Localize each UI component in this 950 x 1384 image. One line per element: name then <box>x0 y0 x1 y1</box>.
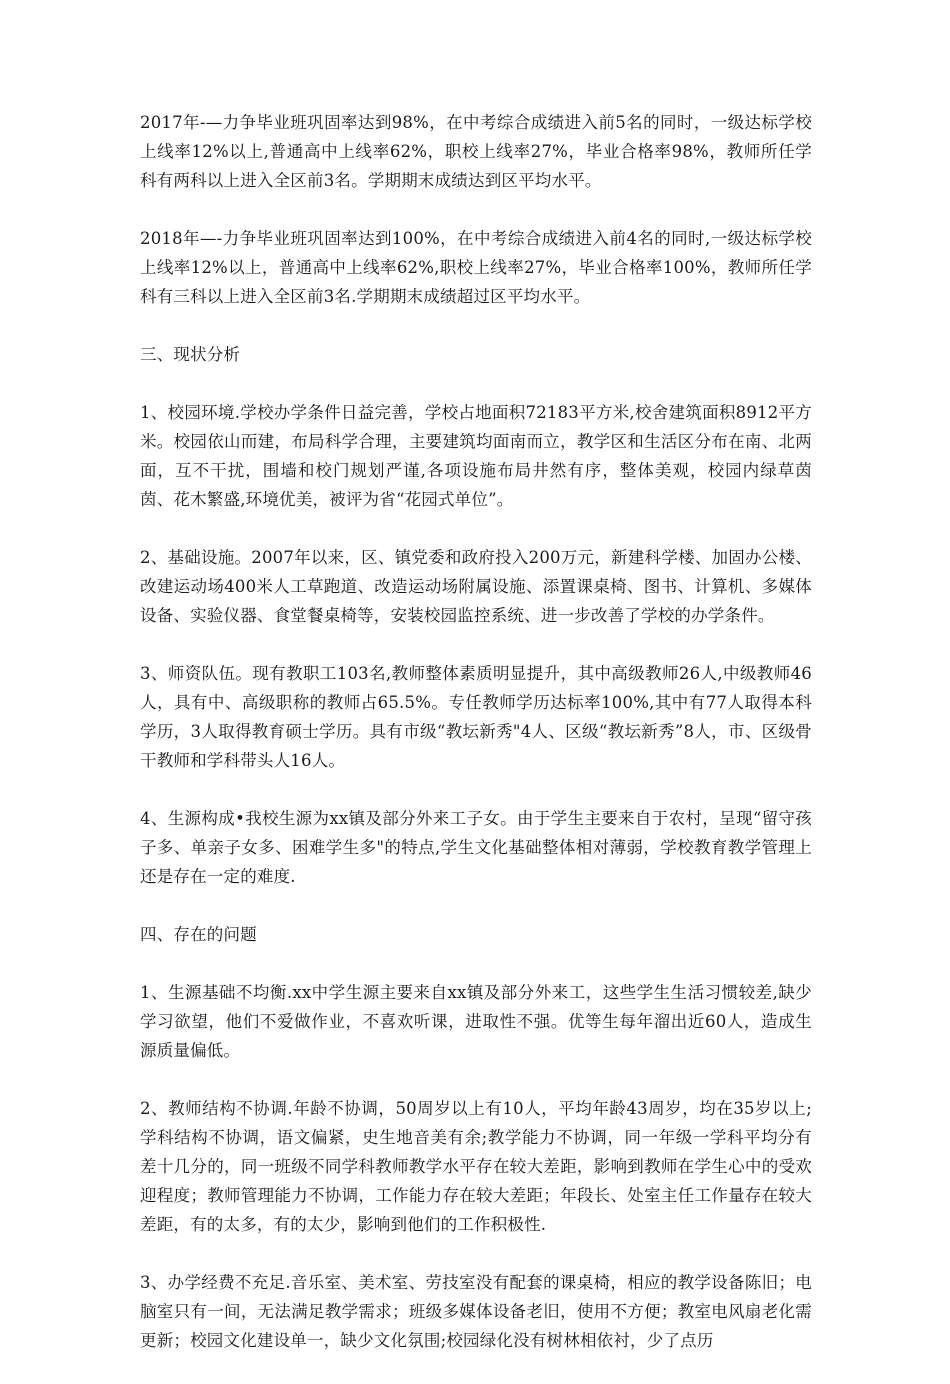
paragraph-problem-teacher-structure: 2、教师结构不协调.年龄不协调，50周岁以上有10人，平均年龄43周岁，均在35岁以上;学科结构不协调，语文偏紧，史生地音美有余;教学能力不协调，同一年级一学科平均分有差十几分的，同一班级不同学科教师教学水平存在较大差距，影响到教师在学生心中的受欢迎程度；教师管理能力不协调，工作能力存在较大差距；年段长、处室主任工作量存在较大差距，有的太多，有的太少，影响到他们的工作积极性. <box>140 1099 812 1234</box>
paragraph-2018-goals: 2018年—-力争毕业班巩固率达到100%，在中考综合成绩进入前4名的同时,一级达标学校上线率12%以上，普通高中上线率62%,职校上线率27%，毕业合格率100%，教师所任学科有三科以上进入全区前3名.学期期末成绩超过区平均水平。 <box>140 229 812 306</box>
paragraph-2017-goals: 2017年-—力争毕业班巩固率达到98%，在中考综合成绩进入前5名的同时，一级达标学校上线率12%以上,普通高中上线率62%，职校上线率27%，毕业合格率98%，教师所任学科有两科以上进入全区前3名。学期期末成绩达到区平均水平。 <box>140 113 812 190</box>
paragraph-infrastructure: 2、基础设施。2007年以来，区、镇党委和政府投入200万元，新建科学楼、加固办公楼、改建运动场400米人工草跑道、改造运动场附属设施、添置课桌椅、图书、计算机、多媒体设备、实验仪器、食堂餐桌椅等，安装校园监控系统、进一步改善了学校的办学条件。 <box>140 548 812 625</box>
section-heading-status-analysis: 三、现状分析 <box>140 345 241 364</box>
paragraph-campus-environment: 1、校园环境.学校办学条件日益完善，学校占地面积72183平方米,校舍建筑面积8912平方米。校园依山而建，布局科学合理，主要建筑均面南而立，教学区和生活区分布在南、北两面，互不干扰，围墙和校门规划严谨,各项设施布局井然有序，整体美观，校园内绿草茵茵、花木繁盛,环境优美，被评为省“花园式单位”。 <box>140 403 812 509</box>
paragraph-student-sources: 4、生源构成•我校生源为xx镇及部分外来工子女。由于学生主要来自于农村，呈现“留守孩子多、单亲子女多、困难学生多"的特点,学生文化基础整体相对薄弱，学校教育教学管理上还是存在一定的难度. <box>140 809 812 886</box>
document-body <box>140 108 812 1384</box>
paragraph-teaching-staff: 3、师资队伍。现有教职工103名,教师整体素质明显提升，其中高级教师26人,中级教师46人，具有中、高级职称的教师占65.5%。专任教师学历达标率100%,其中有77人取得本科学历，3人取得教育硕士学历。具有市级“教坛新秀"4人、区级“教坛新秀”8人，市、区级骨干教师和学科带头人16人。 <box>140 664 812 770</box>
paragraph-problem-student-base: 1、生源基础不均衡.xx中学生源主要来自xx镇及部分外来工，这些学生生活习惯较差,缺少学习欲望，他们不爱做作业，不喜欢听课，进取性不强。优等生每年溜出近60人，造成生源质量偏低。 <box>140 983 812 1060</box>
paragraph-problem-funding: 3、办学经费不充足.音乐室、美术室、劳技室没有配套的课桌椅，相应的教学设备陈旧；电脑室只有一间，无法满足教学需求；班级多媒体设备老旧，使用不方便；教室电风扇老化需更新；校园文化建设单一，缺少文化氛围;校园绿化没有树林相依衬，少了点历 <box>140 1273 812 1350</box>
section-heading-existing-problems: 四、存在的问题 <box>140 925 257 944</box>
